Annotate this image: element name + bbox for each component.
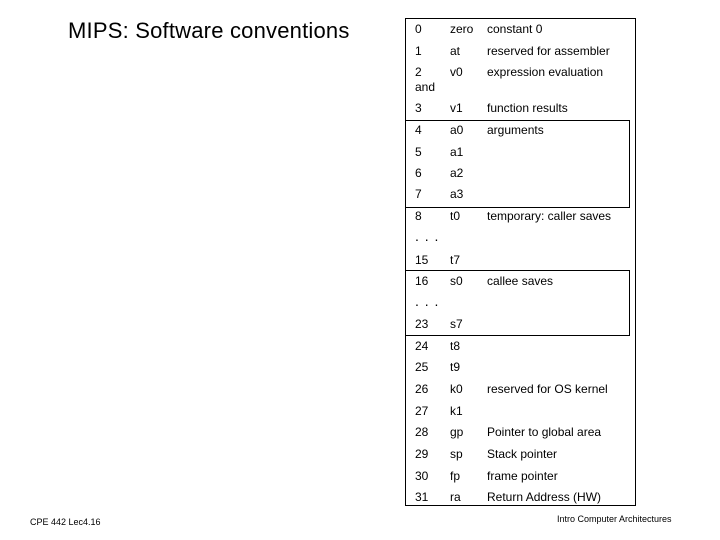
- register-description: reserved for OS kernel: [487, 382, 608, 396]
- register-name: t9: [450, 360, 461, 374]
- register-name: s7: [450, 317, 463, 331]
- register-number: 15: [415, 253, 429, 267]
- register-description: constant 0: [487, 22, 543, 36]
- register-name: ra: [450, 490, 461, 504]
- register-number: 24: [415, 339, 429, 353]
- register-name: a3: [450, 187, 464, 201]
- register-description: frame pointer: [487, 469, 558, 483]
- register-description: Return Address (HW): [487, 490, 602, 504]
- register-name: fp: [450, 469, 461, 483]
- register-number: 8: [415, 209, 422, 223]
- ellipsis-temporaries: . . .: [415, 228, 440, 244]
- register-number: 4: [415, 123, 422, 137]
- register-number: 28: [415, 425, 429, 439]
- register-number: 30: [415, 469, 429, 483]
- register-name: a2: [450, 166, 464, 180]
- ellipsis-saved: . . .: [415, 293, 440, 309]
- register-number: 7: [415, 187, 422, 201]
- slide-footer-title: Intro Computer Architectures: [557, 514, 672, 524]
- register-number: 0: [415, 22, 422, 36]
- register-name: a0: [450, 123, 464, 137]
- register-number-continuation: and: [415, 80, 436, 94]
- register-name: t7: [450, 253, 461, 267]
- register-number: 1: [415, 44, 422, 58]
- register-name: k1: [450, 404, 463, 418]
- register-name: at: [450, 44, 461, 58]
- register-name: t0: [450, 209, 461, 223]
- register-number: 27: [415, 404, 429, 418]
- register-number: 5: [415, 145, 422, 159]
- register-number: 3: [415, 101, 422, 115]
- register-description: Pointer to global area: [487, 425, 602, 439]
- register-name: zero: [450, 22, 474, 36]
- register-number: 23: [415, 317, 429, 331]
- register-name: t8: [450, 339, 461, 353]
- slide-footer-course: CPE 442 Lec4.16: [30, 517, 101, 527]
- register-name: a1: [450, 145, 464, 159]
- slide-title: MIPS: Software conventions: [68, 18, 350, 43]
- register-name: gp: [450, 425, 464, 439]
- register-description: expression evaluation: [487, 65, 604, 79]
- register-description: Stack pointer: [487, 447, 558, 461]
- register-number: 31: [415, 490, 429, 504]
- register-name: s0: [450, 274, 463, 288]
- register-description: temporary: caller saves: [487, 209, 612, 223]
- register-number: 16: [415, 274, 429, 288]
- register-description: callee saves: [487, 274, 554, 288]
- register-number: 26: [415, 382, 429, 396]
- register-description: arguments: [487, 123, 544, 137]
- register-number: 2: [415, 65, 422, 79]
- register-name: sp: [450, 447, 463, 461]
- register-description: function results: [487, 101, 568, 115]
- register-number: 29: [415, 447, 429, 461]
- register-name: v0: [450, 65, 463, 79]
- register-name: v1: [450, 101, 463, 115]
- register-name: k0: [450, 382, 463, 396]
- register-description: reserved for assembler: [487, 44, 610, 58]
- register-number: 6: [415, 166, 422, 180]
- register-number: 25: [415, 360, 429, 374]
